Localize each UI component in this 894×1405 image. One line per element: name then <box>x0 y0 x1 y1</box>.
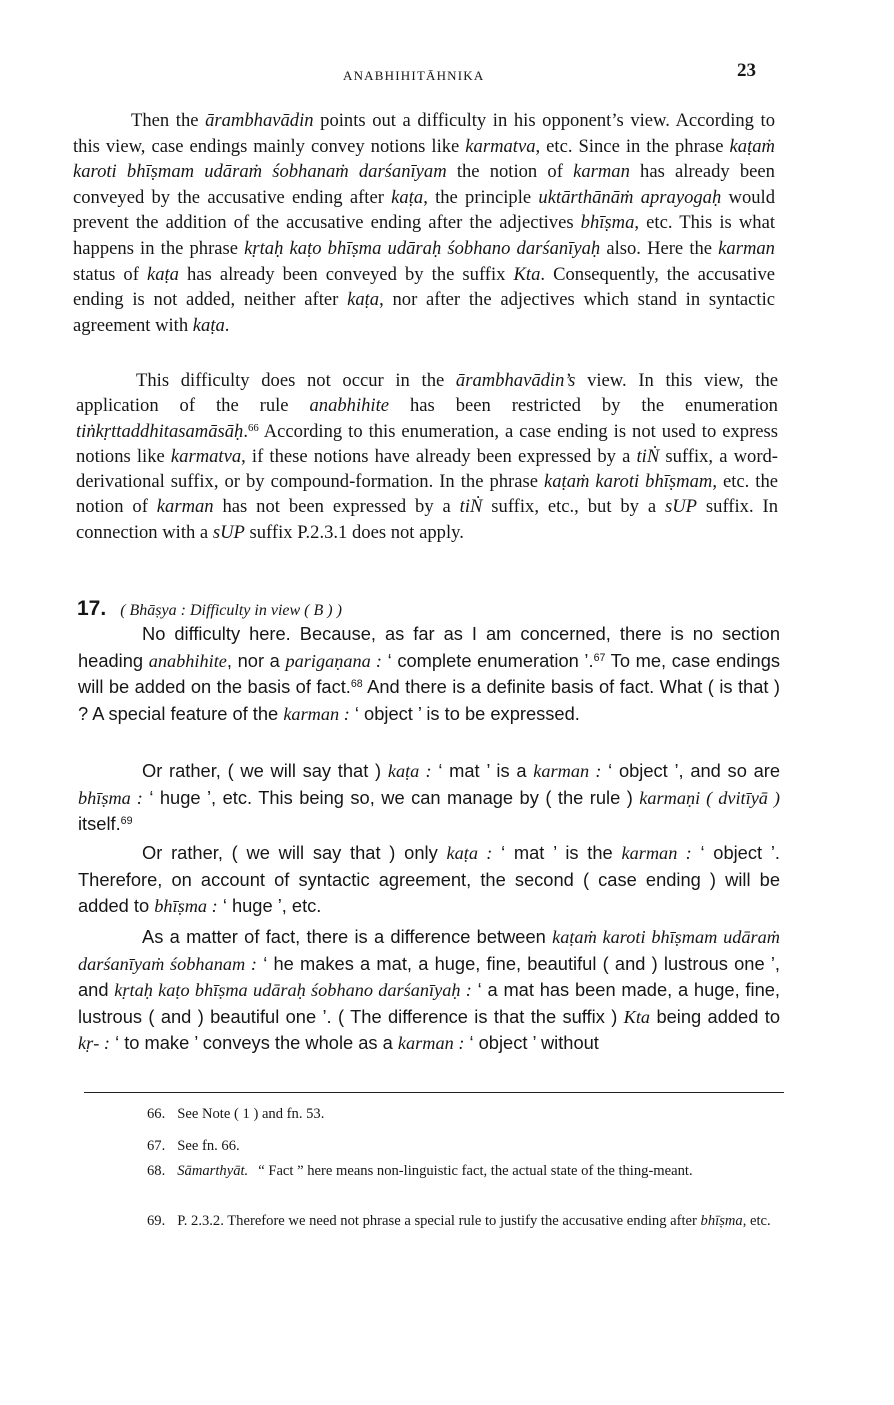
sanskrit-term: kaṭaṁ karoti bhīṣmam udāraṁ śobhanaṁ darśanīyam <box>73 135 775 183</box>
page-number: 23 <box>737 60 756 81</box>
section-number: 17. <box>77 597 107 620</box>
footnote-68: 68. Sāmarthyāt. “ Fact ” here means non-linguistic fact, the actual state of the thing-meant. <box>147 1163 693 1179</box>
footnote-number: 69. <box>147 1213 166 1229</box>
sanskrit-term: anabhihite <box>148 650 227 671</box>
sanskrit-term: anabhihite <box>309 395 390 417</box>
sanskrit-term: sUP <box>212 521 245 543</box>
footnote-number: 68. <box>147 1163 166 1179</box>
translation-paragraph-karman: Or rather, ( we will say that ) kaṭa : ‘ mat ’ is a karman : ‘ object ’, and so are bhīṣma : ‘ huge ’, etc. This being so, we can manage by ( the rule ) karmaṇi ( dvitīyā ) itself.$^{69}$ <box>78 760 781 834</box>
footnote-ref: 67 <box>593 651 606 664</box>
footnote-ref: 68 <box>350 678 363 691</box>
sanskrit-term: kaṭaṁ karoti bhīṣmam udāraṁ darśanīyaṁ śobhanam : <box>78 927 780 974</box>
translation-paragraph-basis-of-fact: No difficulty here. Because, as far as I am concerned, there is no section heading anabhihite, nor a parigaṇana : ‘ complete enumeration ’.$^{67}$ To me, case endings will be added on the basis of fact.$^{68}$ And there is a definite basis of fact. What ( is that ) ? A special feature of the karman : ‘ object ’ is to be expressed. <box>78 623 781 724</box>
sanskrit-term: kṛtaḥ kaṭo bhīṣma udāraḥ śobhano darśanīyaḥ : <box>114 980 472 1000</box>
sanskrit-term: kaṭa : <box>387 761 432 781</box>
sanskrit-term: tiṅkṛttaddhitasamāsāḥ <box>76 420 244 442</box>
footnote-divider <box>84 1092 784 1093</box>
sanskrit-term: karman : <box>533 761 602 781</box>
footnote-ref: 69 <box>120 815 133 828</box>
sanskrit-term: karman : <box>283 703 350 724</box>
sanskrit-term: kaṭa <box>391 186 424 208</box>
running-header <box>0 58 894 88</box>
sanskrit-term: karman : <box>621 843 692 863</box>
sanskrit-term: Kta <box>513 263 541 285</box>
section-heading <box>77 597 779 621</box>
footnote-67: 67. See fn. 66. <box>147 1138 240 1154</box>
sanskrit-term: bhīṣma : <box>78 787 143 808</box>
sanskrit-term: karmatva <box>465 135 536 157</box>
sanskrit-term: tiṄ <box>636 445 660 467</box>
footnote-number: 66. <box>147 1106 166 1122</box>
sanskrit-term: kaṭa <box>146 263 179 285</box>
translation-paragraph-agreement: Or rather, ( we will say that ) only kaṭa : ‘ mat ’ is the karman : ‘ object ’. Therefore, on account of syntactic agreement, the second ( case ending ) will be added to bhīṣma : ‘ huge ’, etc. <box>78 842 780 916</box>
sanskrit-term: kaṭa <box>347 289 380 311</box>
footnote-66: 66. See Note ( 1 ) and fn. 53. <box>147 1106 325 1122</box>
footnote-ref: 66 <box>248 421 259 434</box>
section-title: ( Bhāṣya : Difficulty in view ( B ) ) <box>120 602 342 619</box>
footnote-69: 69. P. 2.3.2. Therefore we need not phrase a special rule to justify the accusative ending after bhīṣma, etc. <box>147 1213 771 1229</box>
sanskrit-term: karman <box>573 161 630 183</box>
sanskrit-term: kaṭaṁ karoti bhīṣmam <box>543 471 713 493</box>
sanskrit-term: Kta <box>623 1006 651 1027</box>
sanskrit-term: kṛtaḥ kaṭo bhīṣma udāraḥ śobhano darśanīyaḥ <box>244 237 601 259</box>
sanskrit-term: sUP <box>665 496 698 518</box>
sanskrit-term: karman <box>156 496 214 518</box>
paragraph-arambhavadin-difficulty: Then the ārambhavādin points out a difficulty in his opponent’s view. According to this view, case endings mainly convey notions like karmatva, etc. Since in the phrase kaṭaṁ karoti bhīṣmam udāraṁ śobhanaṁ darśanīyam the notion of karman has already been conveyed by the accusative ending after kaṭa, the principle uktārthānāṁ aprayogaḥ would prevent the addition of the accusative ending after the adjectives bhīṣma, etc. This is what happens in the phrase kṛtaḥ kaṭo bhīṣma udāraḥ śobhano darśanīyaḥ also. Here the karman status of kaṭa has already been conveyed by the suffix Kta. Consequently, the accusative ending is not added, neither after kaṭa, nor after the adjectives which stand in syntactic agreement with kaṭa. <box>73 110 776 336</box>
sanskrit-term: Sāmarthyāt. <box>177 1163 249 1179</box>
sanskrit-term: tiṄ <box>459 496 483 518</box>
sanskrit-term: bhīṣma <box>580 212 635 234</box>
sanskrit-term: karmaṇi ( dvitīyā ) <box>639 787 780 808</box>
sanskrit-term: kṛ- : <box>78 1033 110 1053</box>
sanskrit-term: uktārthānāṁ aprayogaḥ <box>538 186 722 208</box>
sanskrit-term: karman <box>718 237 775 259</box>
sanskrit-term: karmatva <box>170 445 242 467</box>
sanskrit-term: kaṭa : <box>446 843 493 863</box>
sanskrit-term: ārambhavādin <box>205 110 314 131</box>
translation-paragraph-difference: As a matter of fact, there is a difference between kaṭaṁ karoti bhīṣmam udāraṁ darśanīyaṁ śobhanam : ‘ he makes a mat, a huge, fine, beautiful ( and ) lustrous one ’, and kṛtaḥ kaṭo bhīṣma udāraḥ śobhano darśanīyaḥ : ‘ a mat has been made, a huge, fine, lustrous ( and ) beautiful one ’. ( The difference is that the suffix ) Kta being added to kṛ- : ‘ to make ’ conveys the whole as a karman : ‘ object ’ without <box>78 926 780 1053</box>
sanskrit-term: bhīṣma <box>700 1213 743 1229</box>
sanskrit-term: parigaṇana : <box>285 650 383 671</box>
sanskrit-term: kaṭa <box>192 314 225 336</box>
sanskrit-term: karman : <box>397 1033 465 1053</box>
sanskrit-term: ārambhavādin’s <box>455 370 576 391</box>
running-title: ANABHIHITĀHNIKA <box>343 68 485 83</box>
sanskrit-term: bhīṣma : <box>154 896 218 916</box>
paragraph-no-difficulty: This difficulty does not occur in the ārambhavādin’s view. In this view, the application of the rule anabhihite has been restricted by the enumeration tiṅkṛttaddhitasamāsāḥ.$^{66}$ According to this enumeration, a case ending is not used to express notions like karmatva, if these notions have already been expressed by a tiṄ suffix, a word-derivational suffix, or by compound-formation. In the phrase kaṭaṁ karoti bhīṣmam, etc. the notion of karman has not been expressed by a tiṄ suffix, etc., but by a sUP suffix. In connection with a sUP suffix P.2.3.1 does not apply. <box>76 370 779 543</box>
footnote-number: 67. <box>147 1138 166 1154</box>
